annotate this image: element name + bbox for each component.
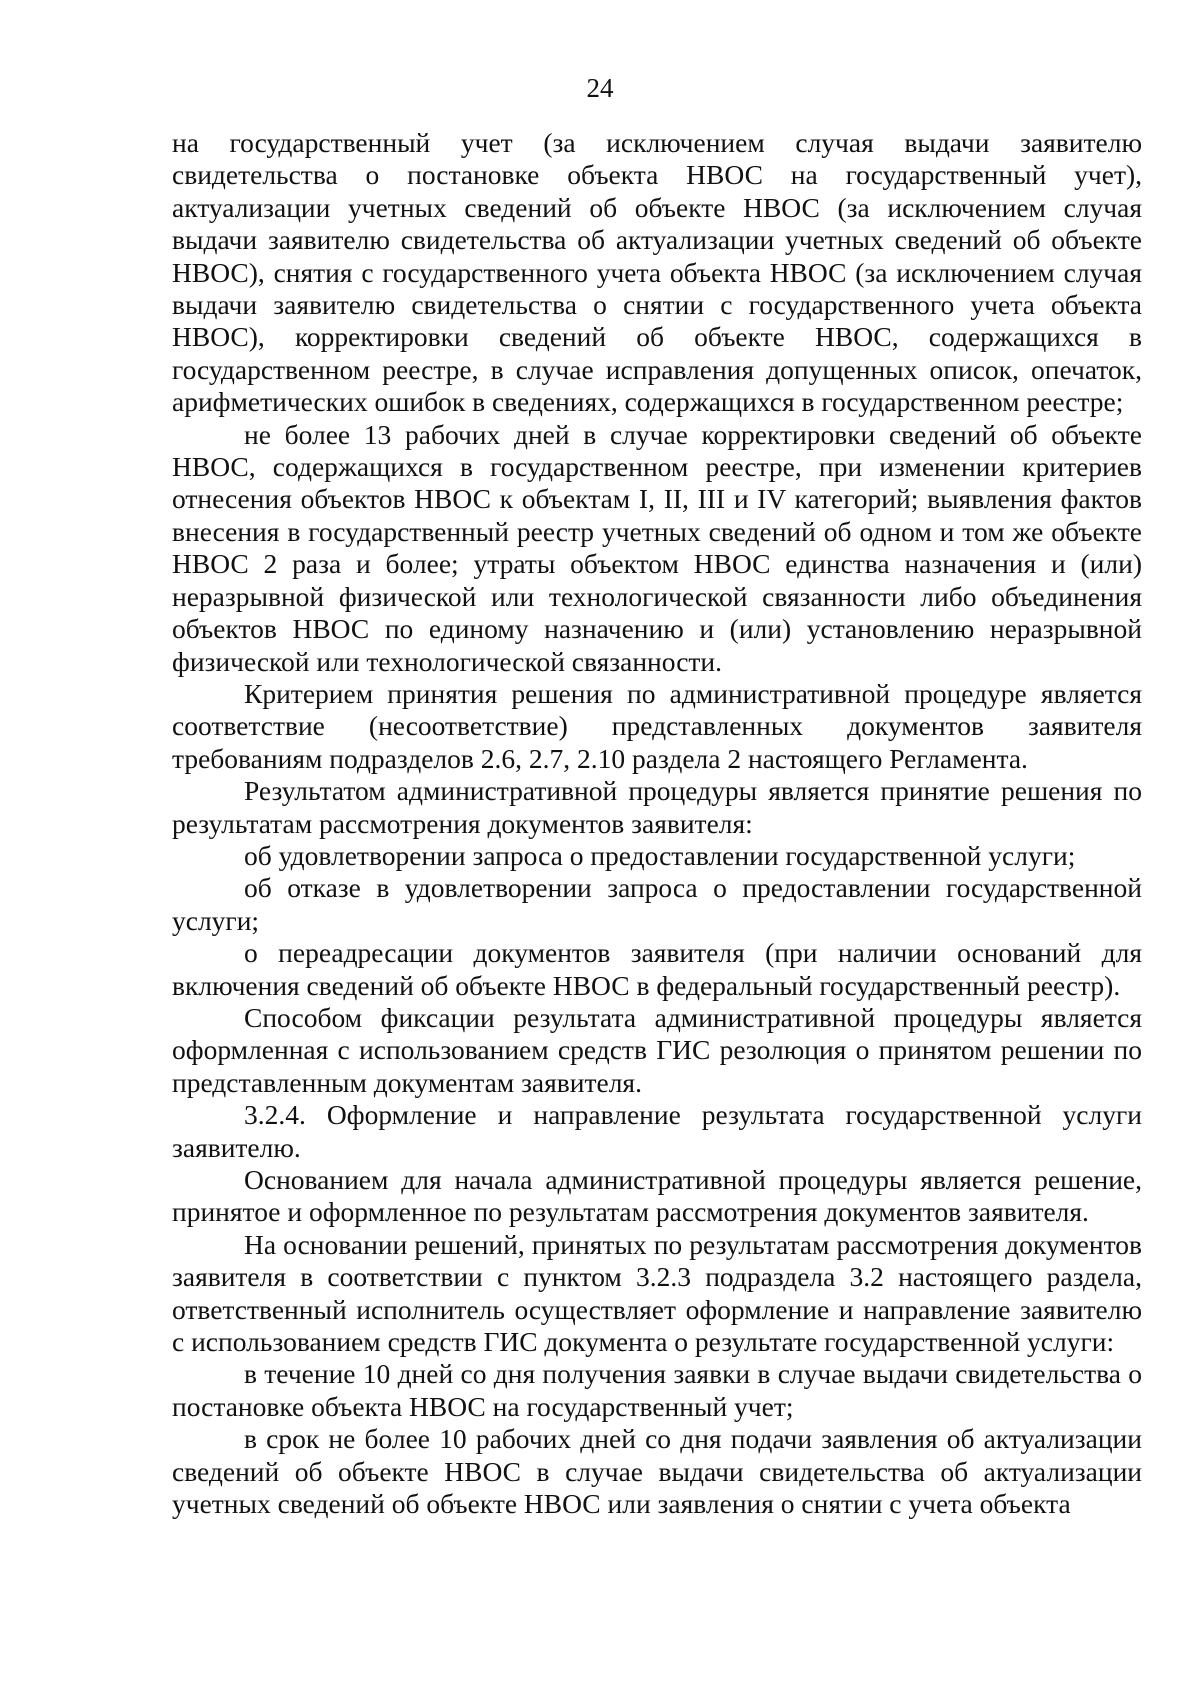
paragraph-result-satisfy: об удовлетворении запроса о предоставлении государственной услуги; (244, 839, 1076, 871)
paragraph-procedure-result: Результатом административной процедуры является принятие решения по результатам рассмотрения документов заявителя: (172, 775, 1142, 839)
paragraph-decision-criterion: Критерием принятия решения по административной процедуре является соответствие (несоответствие) представленных документов заявителя требованиям подразделов 2.6, 2.7, 2.10 раздела 2 настоящего Регламента. (172, 677, 1142, 774)
paragraph-section-3-2-4: 3.2.4. Оформление и направление результата государственной услуги заявителю. (172, 1099, 1142, 1163)
paragraph-fixation-method: Способом фиксации результата административной процедуры является оформленная с использованием средств ГИС резолюция о принятом решении по представленным документам заявителя. (172, 1001, 1142, 1098)
paragraph-10-days: в течение 10 дней со дня получения заявки в случае выдачи свидетельства о постановке объекта НВОС на государственный учет; (172, 1358, 1142, 1422)
paragraph-continuation: на государственный учет (за исключением случая выдачи заявителю свидетельства о постановке объекта НВОС на государственный учет), актуализации учетных сведений об объекте НВОС (за исключением случая выдачи заявителю свидетельства об актуализации учетных сведений об объекте НВОС), снятия с государственного учета объекта НВОС (за исключением случая выдачи заявителю свидетельства о снятии с государственного учета объекта НВОС), корректировки сведений об объекте НВОС, содержащихся в государственном реестре, в случае исправления допущенных описок, опечаток, арифметических ошибок в сведениях, содержащихся в государственном реестре; (172, 127, 1142, 418)
paragraph-decisions-based: На основании решений, принятых по результатам рассмотрения документов заявителя в соответствии с пунктом 3.2.3 подраздела 3.2 настоящего раздела, ответственный исполнитель осуществляет оформление и направление заявителю с использованием средств ГИС документа о результате государственной услуги: (172, 1228, 1142, 1358)
document-body (172, 127, 1142, 1520)
paragraph-13-days: не более 13 рабочих дней в случае корректировки сведений об объекте НВОС, содержащихся в государственном реестре, при изменении критериев отнесения объектов НВОС к объектам I, II, III и IV категорий; выявления фактов внесения в государственный реестр учетных сведений об одном и том же объекте НВОС 2 раза и более; утраты объектом НВОС единства назначения и (или) неразрывной физической или технологической связанности либо объединения объектов НВОС по единому назначению и (или) установлению неразрывной физической или технологической связанности. (172, 418, 1142, 677)
page-number: 24 (586, 73, 614, 103)
paragraph-result-redirect: о переадресации документов заявителя (при наличии оснований для включения сведений об объекте НВОС в федеральный государственный реестр). (172, 937, 1142, 1001)
paragraph-procedure-basis: Основанием для начала административной процедуры является решение, принятое и оформленное по результатам рассмотрения документов заявителя. (172, 1164, 1142, 1228)
paragraph-10-working-days: в срок не более 10 рабочих дней со дня подачи заявления об актуализации сведений об объекте НВОС в случае выдачи свидетельства об актуализации учетных сведений об объекте НВОС или заявления о снятии с учета объекта (172, 1423, 1142, 1520)
paragraph-result-refuse: об отказе в удовлетворении запроса о предоставлении государственной услуги; (172, 872, 1142, 936)
